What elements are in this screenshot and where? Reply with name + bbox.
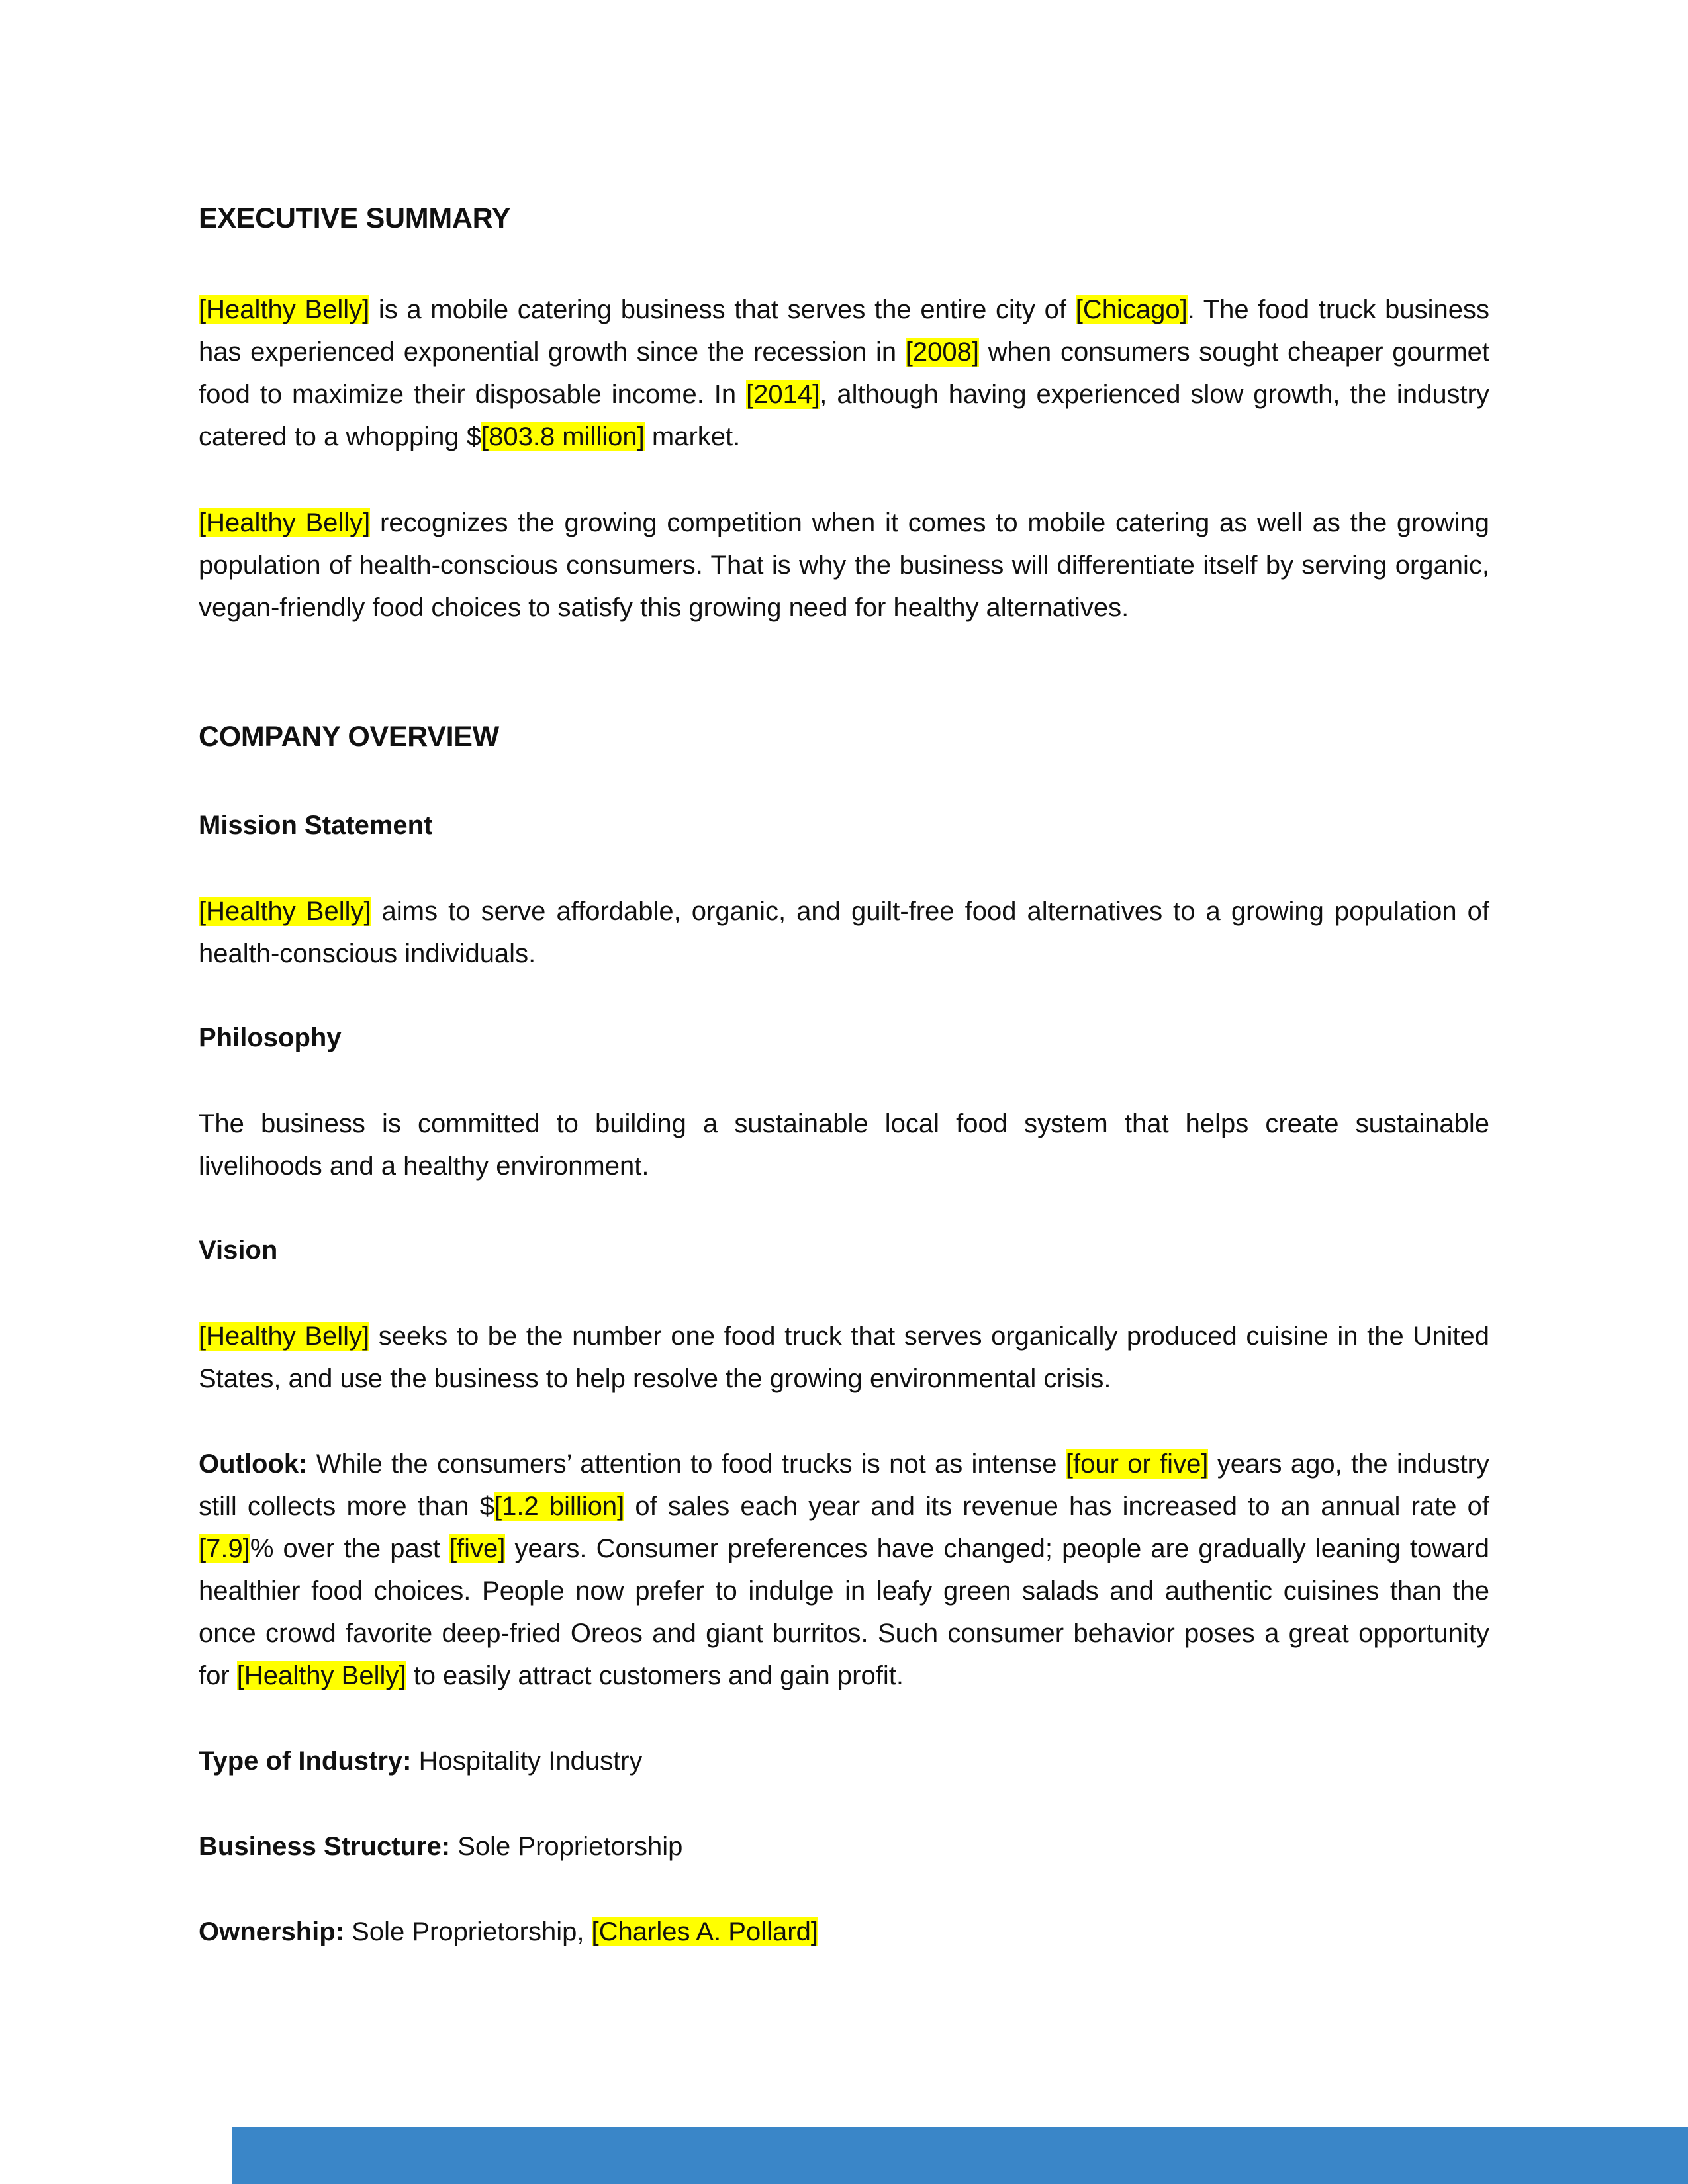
vision-text [199,1315,1489,1400]
year-placeholder: [2014] [746,380,820,409]
paragraph-text: is a mobile catering business that serves the entire city of [369,295,1076,324]
type-of-industry-value: Hospitality Industry [411,1747,643,1776]
owner-name-placeholder: [Charles A. Pollard] [591,1917,818,1946]
mission-statement-heading: Mission Statement [199,811,433,840]
annual-sales-placeholder: [1.2 billion] [494,1492,625,1521]
paragraph-text: years ago, the industry still collects more than $ [199,1449,1489,1521]
paragraph-text: when consumers sought cheaper gourmet food to maximize their disposable income. In [199,338,1489,409]
paragraph-text: years. Consumer preferences have changed; people are gradually leaning toward healthier food choices. People now prefer to indulge in leafy green salads and authentic cuisines than the once crowd favorite deep-fried Oreos and giant burritos. Such consumer behavior poses a great opportunity for [199,1534,1489,1690]
paragraph-text: , although having experienced slow growth, the industry catered to a whopping $ [199,380,1489,451]
mission-statement-text [199,890,1489,975]
paragraph-text: to easily attract customers and gain profit. [406,1661,904,1690]
years-placeholder: [five] [449,1534,506,1563]
business-structure-line [199,1825,1489,1868]
executive-summary-paragraph-2 [199,502,1489,629]
vision-heading: Vision [199,1236,278,1265]
paragraph-text: recognizes the growing competition when it comes to mobile catering as well as the growing population of health-conscious consumers. That is why the business will differentiate itself by serving organic, vegan-friendly food choices to satisfy this growing need for healthy alternatives. [199,508,1489,622]
outlook-paragraph [199,1443,1489,1697]
business-structure-label: Business Structure: [199,1832,451,1861]
ownership-line [199,1911,1489,1953]
philosophy-text: The business is committed to building a sustainable local food system that helps create sustainable livelihoods and a healthy environment. [199,1109,1489,1181]
ownership-label: Ownership: [199,1917,345,1946]
years-ago-placeholder: [four or five] [1065,1449,1209,1479]
ownership-value: Sole Proprietorship, [344,1917,592,1946]
paragraph-text: aims to serve affordable, organic, and guilt-free food alternatives to a growing population of health-conscious individuals. [199,897,1489,968]
market-size-placeholder: [803.8 million] [481,422,645,451]
business-structure-value: Sole Proprietorship [450,1832,683,1861]
paragraph-text: seeks to be the number one food truck that serves organically produced cuisine in the United States, and use the business to help resolve the growing environmental crisis. [199,1322,1489,1393]
company-name-placeholder: [Healthy Belly] [199,295,370,324]
outlook-label: Outlook: [199,1449,308,1479]
paragraph-text: market. [644,422,741,451]
executive-summary-paragraph-1 [199,289,1489,458]
paragraph-text: While the consumers’ attention to food trucks is not as intense [307,1449,1066,1479]
company-name-placeholder: [Healthy Belly] [199,508,371,537]
city-placeholder: [Chicago] [1075,295,1188,324]
paragraph-text: . The food truck business has experienced exponential growth since the recession in [199,295,1490,367]
company-name-placeholder: [Healthy Belly] [236,1661,406,1690]
company-overview-heading: COMPANY OVERVIEW [199,721,499,752]
type-of-industry-label: Type of Industry: [199,1747,412,1776]
recession-year-placeholder: [2008] [905,338,979,367]
paragraph-text: of sales each year and its revenue has increased to an annual rate of [624,1492,1489,1521]
footer-accent-bar [232,2127,1688,2184]
type-of-industry-line [199,1740,1489,1782]
philosophy-heading: Philosophy [199,1023,342,1052]
paragraph-text: % over the past [250,1534,449,1563]
company-name-placeholder: [Healthy Belly] [199,1322,370,1351]
company-name-placeholder: [Healthy Belly] [199,897,371,926]
executive-summary-heading: EXECUTIVE SUMMARY [199,203,511,234]
growth-rate-placeholder: [7.9] [199,1534,250,1563]
